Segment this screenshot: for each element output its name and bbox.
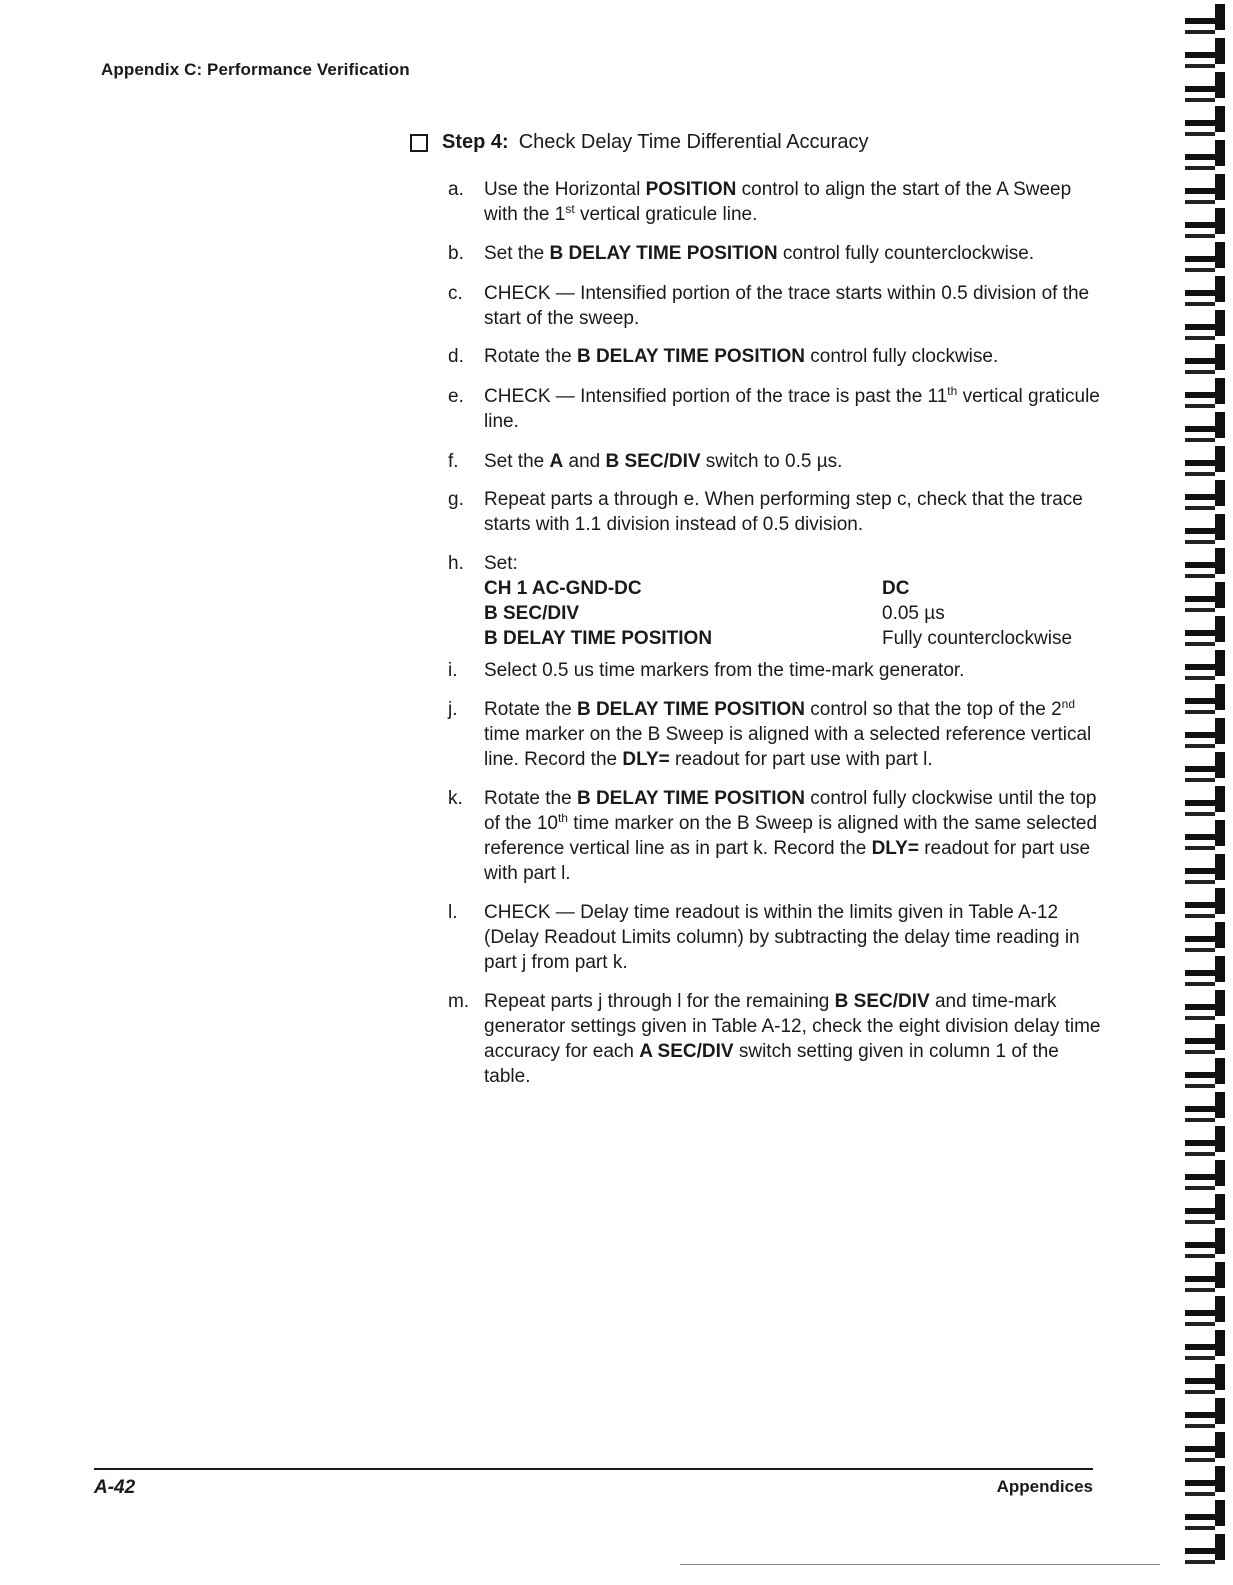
binding-hole <box>1185 786 1225 816</box>
settings-row <box>484 601 1104 626</box>
item-text: CHECK — Delay time readout is within the limits given in Table A-12 (Delay Readout Limits column) by subtracting the delay time reading in part j from part k. <box>484 902 1080 973</box>
item-letter: j. <box>448 699 458 720</box>
binding-hole <box>1185 1228 1225 1258</box>
binding-hole <box>1185 208 1225 238</box>
step-heading <box>410 131 868 154</box>
setting-control: B SEC/DIV <box>484 603 580 624</box>
binding-hole <box>1185 1432 1225 1462</box>
binding-hole <box>1185 1058 1225 1088</box>
item-letter: l. <box>448 902 458 923</box>
binding-hole <box>1185 956 1225 986</box>
item-letter: f. <box>448 451 459 472</box>
binding-hole <box>1185 616 1225 646</box>
item-letter: d. <box>448 346 464 367</box>
section-name: Appendices <box>996 1477 1093 1496</box>
binding-hole <box>1185 1364 1225 1394</box>
binding-hole <box>1185 650 1225 680</box>
binding-hole <box>1185 1330 1225 1360</box>
item-letter: m. <box>448 991 470 1012</box>
binding-hole <box>1185 854 1225 884</box>
binding-hole <box>1185 242 1225 272</box>
step-title: Check Delay Time Differential Accuracy <box>518 131 869 153</box>
item-text: Select 0.5 us time markers from the time-mark generator. <box>484 660 965 681</box>
binding-hole <box>1185 1534 1225 1564</box>
item-text: Use the Horizontal POSITION control to align the start of the A Sweep with the 1st vertical graticule line. <box>484 179 1072 225</box>
step-label: Step 4: <box>442 131 509 153</box>
binding-hole <box>1185 1160 1225 1190</box>
settings-row <box>484 576 1104 601</box>
item-text: CHECK — Intensified portion of the trace is past the 11th vertical graticule line. <box>484 384 1100 432</box>
page-header: Appendix C: Performance Verification <box>101 60 410 79</box>
item-text: CHECK — Intensified portion of the trace starts within 0.5 division of the start of the sweep. <box>484 283 1090 329</box>
item-letter: h. <box>448 553 464 574</box>
binding-hole <box>1185 446 1225 476</box>
binding-hole <box>1185 106 1225 136</box>
item-letter: e. <box>448 386 464 407</box>
binding-hole <box>1185 514 1225 544</box>
binding-hole <box>1185 174 1225 204</box>
binding-hole <box>1185 276 1225 306</box>
binding-hole <box>1185 1500 1225 1530</box>
item-letter: c. <box>448 283 463 304</box>
binding-hole <box>1185 1126 1225 1156</box>
binding-hole <box>1185 378 1225 408</box>
binding-hole <box>1185 72 1225 102</box>
setting-value: 0.05 µs <box>882 603 945 624</box>
item-letter: k. <box>448 788 463 809</box>
settings-table <box>484 576 1104 651</box>
setting-control: B DELAY TIME POSITION <box>484 628 713 649</box>
binding-hole <box>1185 888 1225 918</box>
item-letter: g. <box>448 489 464 510</box>
settings-row <box>484 626 1104 651</box>
footer-divider <box>94 1468 1093 1470</box>
binding-hole <box>1185 480 1225 510</box>
item-text: Repeat parts j through l for the remaining B SEC/DIV and time-mark generator settings given in Table A-12, check the eight division delay time accuracy for each A SEC/DIV switch setting given in column 1 of the table. <box>484 991 1101 1087</box>
binding-hole <box>1185 4 1225 34</box>
item-text: Set: <box>484 553 518 574</box>
item-text: Rotate the B DELAY TIME POSITION control fully clockwise. <box>484 346 999 367</box>
binding-hole <box>1185 548 1225 578</box>
item-text: Rotate the B DELAY TIME POSITION control fully clockwise until the top of the 10th time marker on the B Sweep is aligned with the same selected reference vertical line as in part k. Record the DLY= readout for part use with part l. <box>484 788 1098 884</box>
binding-hole <box>1185 1194 1225 1224</box>
step-checkbox[interactable] <box>410 134 428 152</box>
setting-control: CH 1 AC-GND-DC <box>484 578 642 599</box>
binding-hole <box>1185 38 1225 68</box>
binding-hole <box>1185 1398 1225 1428</box>
binding-hole <box>1185 1262 1225 1292</box>
binding-hole <box>1185 922 1225 952</box>
binding-hole <box>1185 1296 1225 1326</box>
item-text: Repeat parts a through e. When performing step c, check that the trace starts with 1.1 division instead of 0.5 division. <box>484 489 1083 535</box>
binding-hole <box>1185 344 1225 374</box>
setting-value: Fully counterclockwise <box>882 628 1073 649</box>
binding-hole <box>1185 1024 1225 1054</box>
binding-hole <box>1185 684 1225 714</box>
scan-edge-line <box>680 1564 1160 1565</box>
binding-hole <box>1185 140 1225 170</box>
binding-hole <box>1185 1092 1225 1122</box>
spiral-binding-edge <box>1171 0 1233 1585</box>
binding-hole <box>1185 820 1225 850</box>
binding-hole <box>1185 1466 1225 1496</box>
page-number: A-42 <box>94 1477 136 1498</box>
binding-hole <box>1185 990 1225 1020</box>
item-text: Rotate the B DELAY TIME POSITION control so that the top of the 2nd time marker on the B Sweep is aligned with a selected reference vertical line. Record the DLY= readout for part use with part l. <box>484 697 1092 770</box>
binding-hole <box>1185 718 1225 748</box>
binding-hole <box>1185 310 1225 340</box>
binding-hole <box>1185 752 1225 782</box>
item-letter: a. <box>448 179 464 200</box>
item-letter: b. <box>448 243 464 264</box>
item-text: Set the B DELAY TIME POSITION control fully counterclockwise. <box>484 243 1035 264</box>
item-text: Set the A and B SEC/DIV switch to 0.5 µs. <box>484 451 843 472</box>
item-letter: i. <box>448 660 458 681</box>
binding-hole <box>1185 582 1225 612</box>
binding-hole <box>1185 412 1225 442</box>
setting-value: DC <box>882 578 910 599</box>
